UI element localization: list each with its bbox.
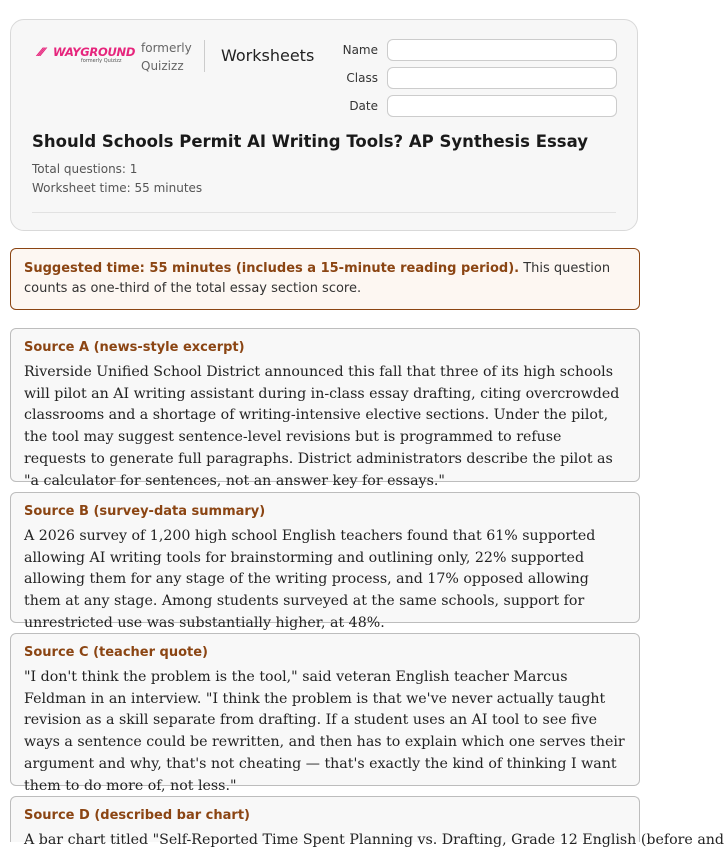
wayground-logo: ⁄⁄⁄ WAYGROUND formerly Quizizz: [39, 45, 136, 64]
source-title: Source C (teacher quote): [24, 645, 208, 660]
source-c: [10, 633, 640, 794]
total-questions: Total questions: 1: [32, 162, 138, 176]
date-field-row: [331, 95, 617, 117]
source-text: "I don't think the problem is the tool," said veteran English teacher Marcus Feldman in an interview. "I think the problem is that we've never actually taught revision as a skill separate from drafting. If a student uses an AI tool to see five ways a sentence could be rewritten, and then has to explain which one serves their argument and why, that's not cheating — that's exactly the kind of thinking I want them to do more of, not less.": [24, 669, 625, 794]
section-title: Worksheets: [221, 46, 315, 65]
name-label: Name: [342, 43, 378, 57]
class-label: Class: [346, 71, 378, 85]
source-title: Source A (news-style excerpt): [24, 340, 245, 355]
source-b: [10, 492, 640, 631]
class-input[interactable]: [387, 67, 617, 89]
source-text: A 2026 survey of 1,200 high school English teachers found that 61% supported allowing AI writing tools for brainstorming and outlining only, 22% supported allowing them for any stage of the writing process, and 17% opposed allowing them at any stage. Among students surveyed at the same schools, support for unrestricted use was substantially higher, at 48%.: [24, 528, 596, 631]
source-title: Source B (survey-data summary): [24, 504, 266, 519]
page-title: Should Schools Permit AI Writing Tools? AP Synthesis Essay: [32, 132, 589, 151]
source-title: Source D (described bar chart): [24, 808, 250, 823]
header-divider: [204, 40, 205, 72]
time-notice: [10, 248, 640, 310]
notice-text: This question counts as one-third of the total essay section score.: [24, 261, 611, 296]
date-label: Date: [349, 99, 378, 113]
date-input[interactable]: [387, 95, 617, 117]
suggested-time: Suggested time: 55 minutes (includes a 15-minute reading period).: [24, 261, 520, 276]
source-text: Riverside Unified School District announced this fall that three of its high schools will pilot an AI writing assistant during in-class essay drafting, citing overcrowded classrooms and a shortage of writing-intensive elective sections. Under the pilot, the tool may suggest sentence-level revisions but is programmed to refuse requests to generate full paragraphs. District administrators describe the pilot as "a calculator for sentences, not an answer key for essays.": [24, 364, 620, 489]
source-d: [10, 796, 724, 848]
source-text: A bar chart titled "Self-Reported Time Spent Planning vs. Drafting, Grade 12 English (before and: [24, 832, 724, 848]
class-field-row: [331, 67, 617, 89]
name-field-row: [331, 39, 617, 61]
worksheet-time: Worksheet time: 55 minutes: [32, 181, 203, 195]
formerly-quizizz: formerly Quizizz: [141, 41, 192, 73]
source-a: [10, 328, 640, 489]
name-input[interactable]: [387, 39, 617, 61]
header-rule: [32, 212, 616, 213]
worksheet-header: [10, 19, 638, 231]
